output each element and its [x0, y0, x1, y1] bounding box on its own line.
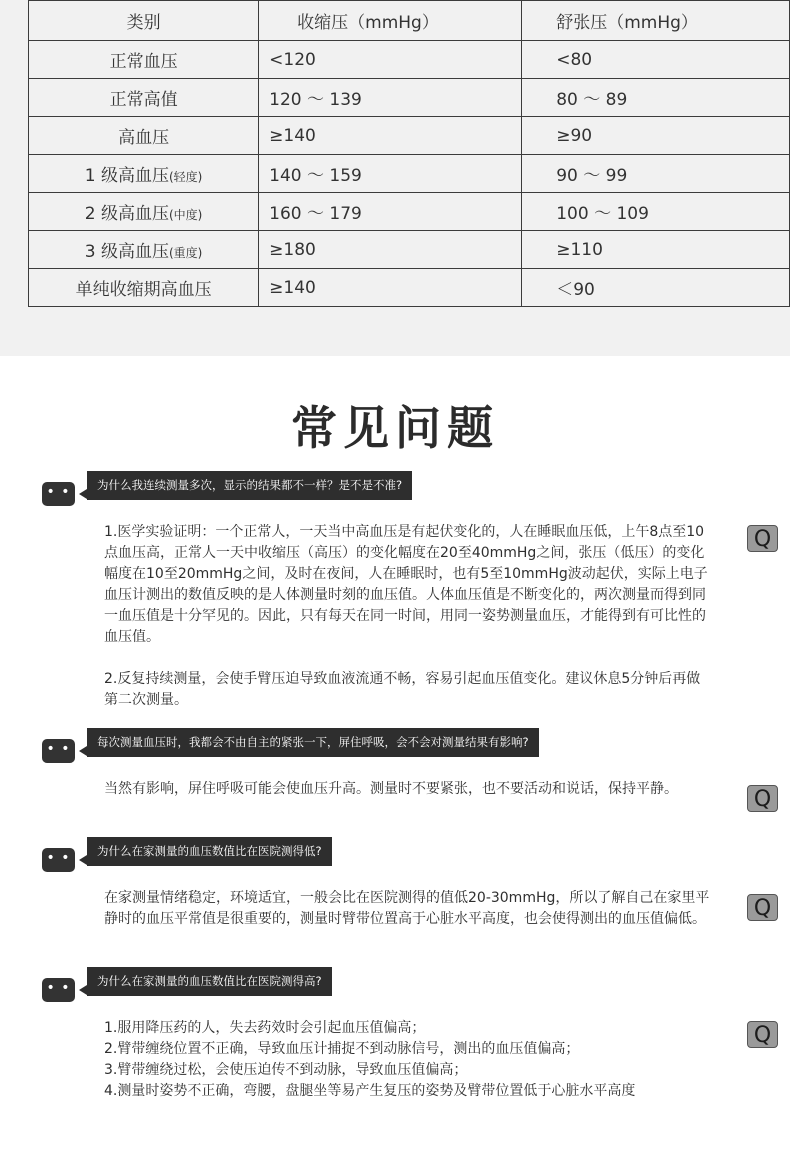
category-cell: 2 级高血压(中度): [29, 193, 259, 231]
bubble-tail: [79, 855, 87, 865]
faq-answer: [104, 888, 714, 930]
category-cell: 1 级高血压(轻度): [29, 155, 259, 193]
ellipsis-icon: • • •: [42, 482, 75, 506]
answer-line: 2.臂带缠绕位置不正确，导致血压计捕捉不到动脉信号，测出的血压值偏高；: [104, 1041, 580, 1057]
blood-pressure-table: [28, 0, 790, 307]
faq-heading: 常见问题: [291, 401, 499, 455]
diastolic-cell: 100 ～ 109: [522, 193, 790, 231]
diastolic-cell: ≥90: [522, 117, 790, 155]
faq-question: 为什么我连续测量多次，显示的结果都不一样？是不是不准?: [87, 471, 412, 500]
q-badge-icon: Q: [747, 1021, 778, 1048]
faq-question: 为什么在家测量的血压数值比在医院测得低?: [87, 837, 332, 866]
answer-paragraph: 1.医学实验证明：一个正常人，一天当中高血压是有起伏变化的，人在睡眠血压低，上午8点至10点血压高，正常人一天中收缩压（高压）的变化幅度在20至40mmHg之间，张压（低压）的变化幅度在10至20mmHg之间，及时在夜间，人在睡眠时，也有5至10mmHg波动起伏，实际上电子血压计测出的数值反映的是人体测量时刻的血压值。人体血压值是不断变化的，两次测量而得到同一血压值是十分罕见的。因此，只有每天在同一时间，用同一姿势测量血压，才能得到有可比性的血压值。: [104, 524, 708, 645]
ellipsis-icon: • • •: [42, 739, 75, 763]
faq-answer: [104, 1018, 714, 1102]
systolic-cell: ≥140: [259, 117, 522, 155]
diastolic-cell: 90 ～ 99: [522, 155, 790, 193]
answer-line: 4.测量时姿势不正确，弯腰，盘腿坐等易产生复压的姿势及臂带位置低于心脏水平高度: [104, 1083, 636, 1099]
category-cell: 正常高值: [29, 79, 259, 117]
table-row: [29, 269, 790, 307]
answer-paragraph: 2.反复持续测量，会使手臂压迫导致血液流通不畅，容易引起血压值变化。建议休息5分钟后再做第二次测量。: [104, 671, 701, 708]
table-row: [29, 117, 790, 155]
table-row: [29, 193, 790, 231]
bubble-tail: [79, 985, 87, 995]
faq-question: 每次测量血压时，我都会不由自主的紧张一下，屏住呼吸，会不会对测量结果有影响?: [87, 728, 539, 757]
table-header-row: [29, 1, 790, 41]
diastolic-cell: 80 ～ 89: [522, 79, 790, 117]
answer-line: 1.服用降压药的人，失去药效时会引起血压值偏高；: [104, 1020, 426, 1036]
bp-table-panel: [0, 0, 790, 356]
category-cell: 3 级高血压(重度): [29, 231, 259, 269]
table-row: [29, 41, 790, 79]
header-diastolic: 舒张压（mmHg）: [522, 1, 790, 41]
ellipsis-icon: • • •: [42, 848, 75, 872]
header-category: 类别: [29, 1, 259, 41]
ellipsis-icon: • • •: [42, 978, 75, 1002]
diastolic-cell: ≥110: [522, 231, 790, 269]
table-row: [29, 79, 790, 117]
systolic-cell: ≥180: [259, 231, 522, 269]
answer-line: 3.臂带缠绕过松，会使压迫传不到动脉，导致血压值偏高；: [104, 1062, 468, 1078]
diastolic-cell: ＜90: [522, 269, 790, 307]
category-cell: 高血压: [29, 117, 259, 155]
table-row: [29, 231, 790, 269]
systolic-cell: 160 ～ 179: [259, 193, 522, 231]
header-systolic: 收缩压（mmHg）: [259, 1, 522, 41]
systolic-cell: 140 ～ 159: [259, 155, 522, 193]
q-badge-icon: Q: [747, 525, 778, 552]
bubble-tail: [79, 489, 87, 499]
faq-question: 为什么在家测量的血压数值比在医院测得高?: [87, 967, 332, 996]
systolic-cell: <120: [259, 41, 522, 79]
category-cell: 正常血压: [29, 41, 259, 79]
faq-answer: [104, 522, 714, 711]
answer-paragraph: 当然有影响，屏住呼吸可能会使血压升高。测量时不要紧张，也不要活动和说话，保持平静。: [104, 781, 678, 797]
category-cell: 单纯收缩期高血压: [29, 269, 259, 307]
answer-paragraph: 在家测量情绪稳定，环境适宜，一般会比在医院测得的值低20-30mmHg，所以了解自己在家里平静时的血压平常值是很重要的，测量时臂带位置高于心脏水平高度，也会使得测出的血压值偏低。: [104, 890, 710, 927]
systolic-cell: 120 ～ 139: [259, 79, 522, 117]
systolic-cell: ≥140: [259, 269, 522, 307]
diastolic-cell: <80: [522, 41, 790, 79]
faq-answer: [104, 779, 714, 800]
bubble-tail: [79, 746, 87, 756]
table-row: [29, 155, 790, 193]
q-badge-icon: Q: [747, 785, 778, 812]
q-badge-icon: Q: [747, 894, 778, 921]
